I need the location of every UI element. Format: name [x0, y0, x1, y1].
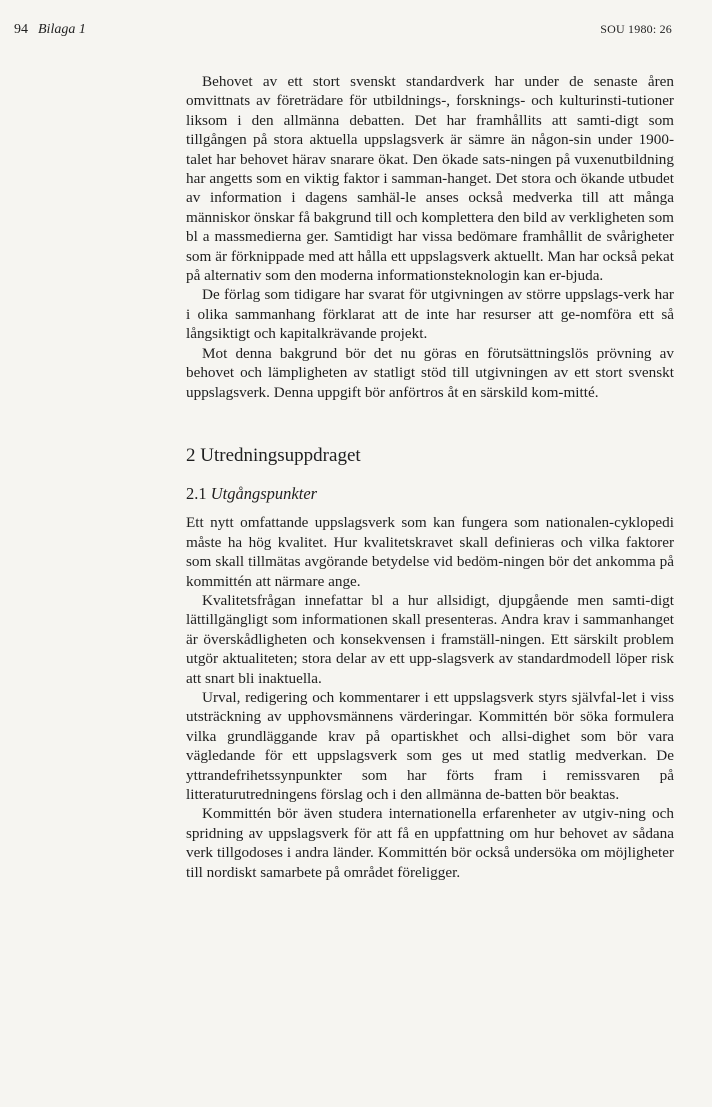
- section-body: [186, 513, 674, 882]
- body-paragraph: De förlag som tidigare har svarat för utgivningen av större uppslags-verk har i olika sammanhang förklarat att de inte har resurser att ge-nomföra ett så långsiktigt och kapitalkrävande projekt.: [186, 286, 674, 343]
- page-body: [186, 72, 674, 882]
- intro-section: [186, 72, 674, 402]
- body-paragraph: Behovet av ett stort svenskt standardverk har under de senaste åren omvittnats av företrädare för utbildnings-, forsknings- och kulturinsti-tutioner liksom i den allmänna debatten. Det har framhållits att samti-digt som tillgången på stora aktuella uppslagsverk är sämre än någon-sin under 1900-talet har behovet härav snarare ökat. Den ökade sats-ningen på vuxenutbildning har angetts som en viktig faktor i samman-hanget. Det stora och ökande utbudet av information i dagens samhäl-le anses också medverka till att många människor önskar få bakgrund till och komplettera den bild av verkligheten som bl a massmedierna ger. Samtidigt har vissa bedömare framhållit de svårigheter som är förknippade med att hålla ett uppslagsverk aktuellt. Man har också pekat på alternativ som den moderna informationsteknologin kan er-bjuda.: [186, 73, 674, 285]
- body-paragraph: Ett nytt omfattande uppslagsverk som kan fungera som nationalen-cyklopedi måste ha hög kvalitet. Hur kvalitetskravet skall definieras och vilka faktorer som skall tillmätas avgörande betydelse vid bedöm-ningen bör det ankomma på kommittén att närmare ange.: [186, 514, 674, 590]
- body-paragraph: Mot denna bakgrund bör det nu göras en förutsättningslös prövning av behovet och lämpligheten av statligt stöd till utgivningen av ett stort svenskt uppslagsverk. Denna uppgift bör anförtros åt en särskild kom-mitté.: [186, 344, 674, 401]
- body-paragraph: Urval, redigering och kommentarer i ett uppslagsverk styrs självfal-let i viss utsträckning av upphovsmännens värderingar. Kommittén bör söka formulera vilka grundläggande krav på opartiskhet och allsi-dighet som bör vara vägledande för ett uppslagsverk som ges ut med statlig medverkan. De yttrandefrihetssynpunkter som har förts fram i remissvaren på litteraturutredningens förslag och i den allmänna de-batten bör beaktas.: [186, 688, 674, 803]
- body-paragraph: Kommittén bör även studera internationella erfarenheter av utgiv-ning och spridning av uppslagsverk för att få en uppfattning om hur behovet av sådana verk tillgodoses i andra länder. Kommittén bör också undersöka om möjligheter till nordiskt samarbete på området föreligger.: [186, 805, 674, 881]
- body-paragraph: Kvalitetsfrågan innefattar bl a hur allsidigt, djupgående men samti-digt lättillgängligt som informationen skall presenteras. Andra krav i sammanhanget är överskådligheten och konsekvensen i framställ-ningen. Ett särskilt problem utgör aktualiteten; stora delar av ett upp-slagsverk av standardmodell löper risk att snart bli inaktuella.: [186, 591, 674, 687]
- page-header: [14, 22, 672, 38]
- series-title: Bilaga 1: [38, 22, 86, 37]
- subsection-title: Utgångspunkter: [210, 483, 318, 503]
- subsection-number: 2.1: [186, 483, 207, 503]
- section-heading: 2 Utredningsuppdraget: [186, 444, 361, 466]
- subsection-heading: [186, 484, 674, 503]
- document-reference: SOU 1980: 26: [600, 22, 672, 36]
- page-number: 94: [14, 22, 28, 37]
- header-left: [14, 22, 86, 38]
